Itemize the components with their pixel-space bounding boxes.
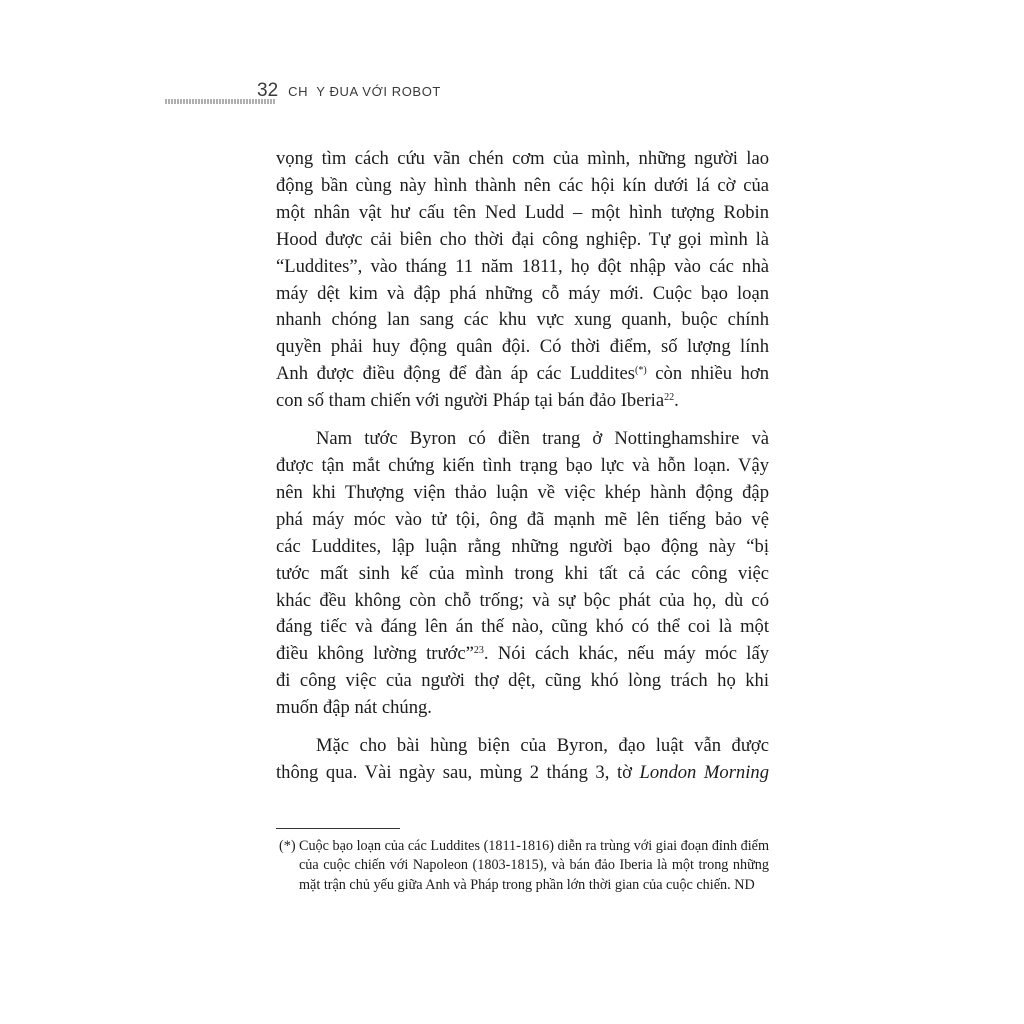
footnote-text: Cuộc bạo loạn của các Luddites (1811-1816) diễn ra trùng với giai đoạn đỉnh điểm của cuộc chiến với Napoleon (1803-1815), và bán đảo Iberia là một trong những mặt trận chủ yếu giữa Anh và Pháp trong phần lớn thời gian của cuộc chiến. ND [299, 838, 769, 893]
paragraph-2 [276, 426, 769, 722]
paragraph-1 [276, 146, 769, 415]
text-line: Mặc cho bài hùng biện của Byron, đạo luật vẫn được [316, 735, 769, 757]
text-line [276, 760, 769, 787]
text-line: một nhân vật hư cấu tên Ned Ludd – một hình tượng Robin [276, 201, 769, 223]
text-line: đáng tiếc và đáng lên án thế nào, cũng khó có thể coi là một [276, 616, 769, 638]
text-span: thông qua. Vài ngày sau, mùng 2 tháng 3, tờ [276, 761, 640, 783]
endnote-ref: 23 [473, 645, 484, 657]
text-line: tước mất sinh kế của mình trong khi tất cả các công việc [276, 562, 769, 584]
footnote-rule [276, 828, 400, 829]
endnote-ref: 22 [664, 392, 675, 404]
footnote-ref: (*) [635, 365, 647, 377]
footnote-marker: (*) [279, 838, 296, 854]
text-line: khác đều không còn chỗ trống; và sự bộc phát của họ, dù có [276, 589, 769, 611]
text-line: nhanh chóng lan sang các khu vực xung quanh, buộc chính [276, 309, 769, 331]
text-span: con số tham chiến với người Pháp tại bán đảo Iberia [276, 390, 665, 412]
running-title: CH Y ĐUA VỚI ROBOT [288, 84, 441, 99]
text-line: máy dệt kim và đập phá những cỗ máy mới. Cuộc bạo loạn [276, 282, 769, 304]
text-line [276, 388, 769, 415]
text-span: . [674, 390, 679, 412]
text-line [276, 641, 769, 668]
text-line: động bần cùng này hình thành nên các hội kín dưới lá cờ của [276, 174, 769, 196]
text-line [276, 361, 769, 388]
text-line: quyền phải huy động quân đội. Có thời điểm, số lượng lính [276, 336, 769, 358]
text-line: nên khi Thượng viện thảo luận về việc khép hành động đập [276, 481, 769, 503]
footnote [279, 837, 769, 895]
text-line: “Luddites”, vào tháng 11 năm 1811, họ đột nhập vào các nhà [276, 255, 769, 277]
newspaper-title: London Morning [639, 761, 769, 783]
text-span: . Nói cách khác, nếu máy móc lấy [483, 643, 770, 665]
text-line: phá máy móc vào tử tội, ông đã mạnh mẽ lên tiếng bảo vệ [276, 508, 769, 530]
text-line: được tận mắt chứng kiến tình trạng bạo lực và hỗn loạn. Vậy [276, 454, 769, 476]
text-line: đi công việc của người thợ dệt, cũng khó lòng trách họ khi [276, 670, 769, 692]
page-header [257, 80, 441, 110]
text-span: Anh được điều động để đàn áp các Luddites [276, 363, 636, 385]
text-line: vọng tìm cách cứu vãn chén cơm của mình, những người lao [276, 148, 769, 169]
body-text [276, 146, 769, 787]
text-line: Hood được cải biên cho thời đại công nghiệp. Tự gọi mình là [276, 228, 769, 250]
text-span: còn nhiều hơn [646, 363, 769, 385]
text-line: muốn đập nát chúng. [276, 697, 432, 719]
text-span: điều không lường trước” [276, 643, 474, 665]
text-line: Nam tước Byron có điền trang ở Nottinghamshire và [316, 428, 769, 450]
text-line: các Luddites, lập luận rằng những người bạo động này “bị [276, 535, 769, 557]
paragraph-3 [276, 733, 769, 787]
page-number: 32 [257, 80, 279, 101]
